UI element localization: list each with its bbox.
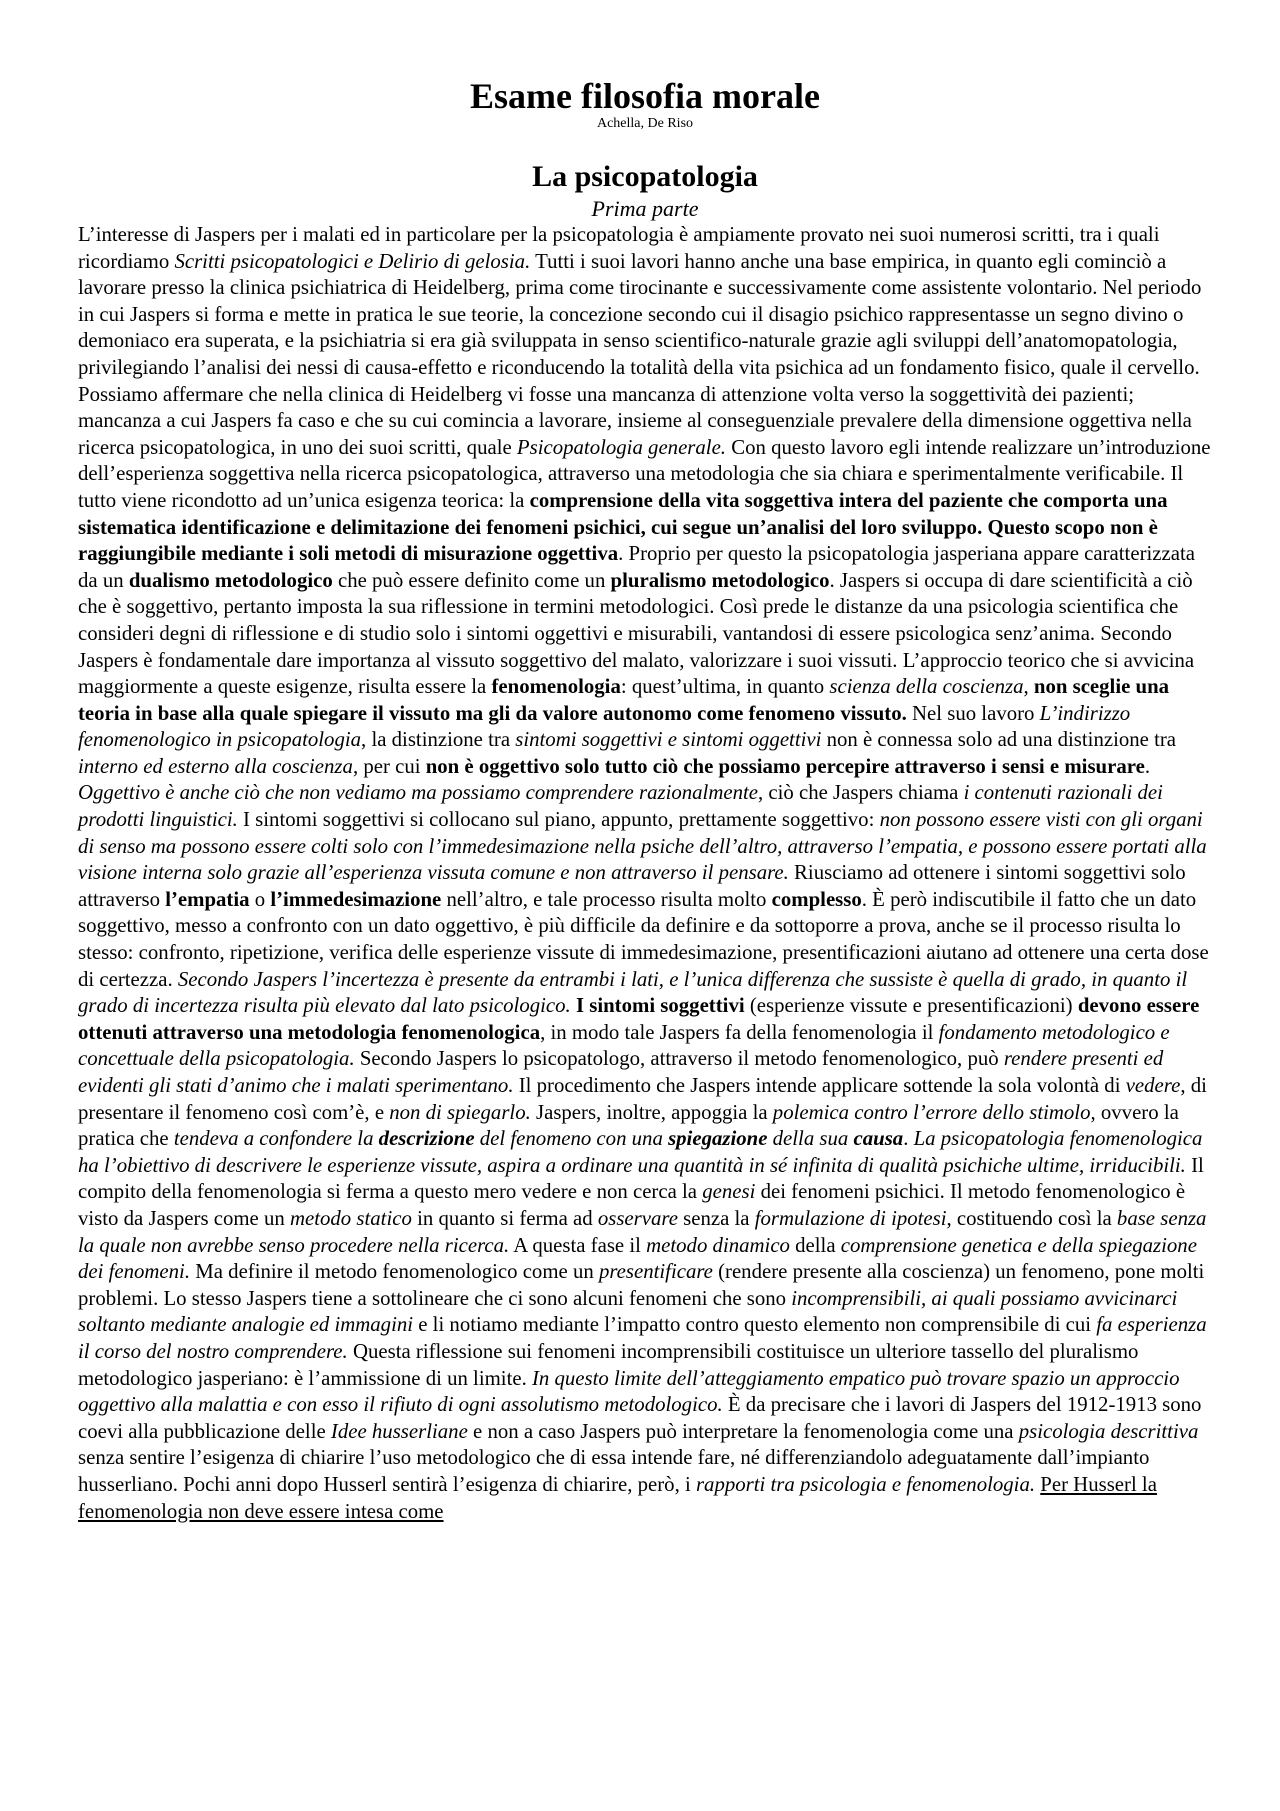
text-run: fenomenologia [491,675,621,699]
text-run: del fenomeno con una [474,1127,669,1151]
text-run: nell’altro, e tale processo risulta molto [441,887,772,911]
text-run: interno ed esterno alla coscienza [78,754,353,778]
text-run: rapporti tra psicologia e fenomenologia. [695,1472,1036,1496]
text-run: I sintomi soggettivi [575,994,745,1018]
text-run: genesi [702,1180,756,1204]
text-run: , [1023,675,1034,699]
text-run: base senza la quale non avrebbe senso procedere nella ricerca. [78,1206,1207,1257]
text-run: i contenuti razionali dei prodotti linguistici. [78,781,1163,832]
text-run: osservare [597,1206,678,1230]
text-run: Scritti psicopatologici e Delirio di gelosia. [174,249,531,273]
text-run: , la distinzione tra [361,728,516,752]
text-run: comprensione genetica e della spiegazione dei fenomeni. [78,1233,1197,1284]
text-run: A questa fase il [509,1233,647,1257]
document-title: Esame filosofia morale [470,76,820,116]
text-run: della [789,1233,841,1257]
text-run: . È però indiscutibile il fatto che un dato soggettivo, messo a confronto con un dato oggettivo, è più difficile da definire e da sottoporre a prova, anche se il processo risulta lo stesso: confronto, ripetizione, verifica delle esperienze vissute di immedesimazione, presentificazioni aiutano ad ottenere una certa dose di certezza. [78,887,1209,991]
document-authors: Achella, De Riso [596,116,694,131]
text-run: fondamento metodologico e concettuale della psicopatologia. [78,1020,1170,1071]
text-run: : quest’ultima, in quanto [620,675,830,699]
text-run: e li notiamo mediante l’impatto contro questo elemento non comprensibile di cui [413,1313,1097,1337]
text-run: vedere [1125,1074,1181,1097]
text-run: Il compito della fenomenologia si ferma a questo mero vedere e non cerca la [78,1153,1204,1204]
text-run: Per Husserl la fenomenologia non deve essere intesa come [78,1472,1157,1523]
text-run: Questa riflessione sui fenomeni incomprensibili costituisce un ulteriore tassello del pluralismo metodologico jasperiano: è l’ammissione di un limite. [78,1339,1139,1390]
text-run: scienza della coscienza [829,675,1024,699]
text-run: presentificare [598,1260,713,1284]
text-run: metodo statico [289,1206,412,1230]
text-run: formulazione di ipotesi [754,1206,947,1230]
text-run: devono essere ottenuti attraverso una metodologia fenomenologica [78,994,1200,1044]
text-run: Nel suo lavoro [906,701,1040,725]
text-run: della sua [767,1127,854,1151]
text-run: o [249,887,271,911]
text-run: . [903,1127,914,1151]
text-run: Secondo Jaspers lo psicopatologo, attraverso il metodo fenomenologico, può [354,1047,1004,1071]
text-run: non possono essere visti con gli organi di senso ma possono essere colti solo con l’immedesimazione nella psiche dell’altro, attraverso l’empatia, e possono essere portati alla visione interna solo grazie all’esperienza vissuta comune e non attraverso il pensare. [78,808,1207,885]
text-run: . Proprio per questo la psicopatologia jasperiana appare caratterizzata da un [78,542,1195,592]
text-run: senza la [677,1206,755,1230]
text-run: , di presentare il fenomeno così com’è, e [78,1074,1207,1124]
text-run: Psicopatologia generale. [516,435,727,459]
text-run: , per cui [352,754,426,778]
text-run: (rendere presente alla coscienza) un fenomeno, pone molti problemi. Lo stesso Jaspers tiene a sottolineare che ci sono alcuni fenomeni che sono [78,1260,1205,1310]
text-run: In questo limite dell’atteggiamento empatico può trovare spazio un approccio oggettivo alla malattia e con esso il rifiuto di ogni assolutismo metodologico. [78,1366,1180,1417]
text-run: dei fenomeni psichici. Il metodo fenomenologico è visto da Jaspers come un [78,1180,1186,1230]
text-run: . Jaspers si occupa di dare scientificità a ciò che è soggettivo, pertanto imposta la sua riflessione in termini metodologici. Così prede le distanze da una psicologia scientifica che consideri degni di riflessione e di studio solo i sintomi oggettivi e misurabili, vantandosi di essere psicologica senz’anima. Secondo Jaspers è fondamentale dare importanza al vissuto soggettivo del malato, valorizzare i suoi vissuti. L’approccio teorico che si avvicina maggiormente a queste esigenze, risulta essere la [78,568,1195,699]
text-run: non è connessa solo ad una distinzione tra [821,728,1177,752]
text-run: non è oggettivo solo tutto ciò che possiamo percepire attraverso i sensi e misurare [425,754,1145,778]
text-run: Tutti i suoi lavori hanno anche una base empirica, in quanto egli cominciò a lavorare presso la clinica psichiatrica di Heidelberg, prima come tirocinante e successivamente come assistente volontario. Nel periodo in cui Jaspers si forma e mette in pratica le sue teorie, la concezione secondo cui il disagio psichico rappresentasse un segno divino o demoniaco era superata, e la psichiatria si era già sviluppata in senso scientifico-naturale grazie agli sviluppi dell’anatomopatologia, privilegiando l’analisi dei nessi di causa-effetto e riconducendo la totalità della vita psichica ad un fondamento fisico, quale il cervello. Possiamo affermare che nella clinica di Heidelberg vi fosse una mancanza di attenzione volta verso la soggettività dei pazienti; mancanza a cui Jaspers fa caso e che su cui comincia a lavorare, insieme al conseguenziale prevalere della dimensione oggettiva nella ricerca psicopatologica, in uno dei suoi scritti, quale [78,249,1202,459]
text-run: È da precisare che i lavori di Jaspers del 1912-1913 sono coevi alla pubblicazione delle [78,1393,1202,1443]
text-run: , ciò che Jaspers chiama [757,781,964,805]
text-run: polemica contro l’errore dello stimolo [772,1100,1091,1124]
text-run: incomprensibili, ai quali possiamo avvicinarci soltanto mediante analogie ed immagini [78,1286,1178,1337]
text-run: dualismo metodologico [128,568,333,592]
text-run: I sintomi soggettivi si collocano sul piano, appunto, prettamente soggettivo: [237,808,880,832]
text-run: spiegazione [668,1127,768,1151]
text-run: sintomi soggettivi e sintomi oggettivi [515,728,822,752]
text-run: comprensione della vita soggettiva intera del paziente che comporta una sistematica identificazione e delimitazione dei fenomeni psichici, cui segue un’analisi del loro sviluppo. Questo scopo non è raggiungibile mediante i soli metodi di misurazione oggettiva [78,488,1168,566]
text-run: fa esperienza il corso del nostro comprendere. [78,1313,1207,1363]
text-run: e non a caso Jaspers può interpretare la fenomenologia come una [467,1419,1019,1443]
text-run: non di spiegarlo. [389,1100,531,1124]
text-run: psicologia descrittiva [1018,1419,1199,1443]
text-run: Idee husserliane [330,1419,468,1443]
text-run: che può essere definito come un [332,568,611,592]
text-run: metodo dinamico [646,1233,790,1257]
text-run: L’indirizzo fenomenologico in psicopatologia [78,701,1131,752]
text-run: tendeva a confondere la [173,1127,379,1151]
text-run: l’empatia [165,887,250,911]
text-run: (esperienze vissute e presentificazioni) [744,994,1078,1018]
text-run: La psicopatologia fenomenologica ha l’obiettivo di descrivere le esperienze vissute, aspira a ordinare una quantità in sé infinita di qualità psichiche ultime, irriducibili. [78,1127,1203,1177]
text-run: Riusciamo ad ottenere i sintomi soggettivi solo attraverso [78,861,1186,911]
text-run: Secondo Jaspers l’incertezza è presente da entrambi i lati, e l’unica differenza che sussiste è quella di grado, in quanto il grado di incertezza risulta più elevato dal lato psicologico. [78,967,1188,1018]
body-paragraph [78,222,1212,1525]
text-run: descrizione [378,1127,475,1151]
text-run: causa [853,1127,904,1151]
section-title: La psicopatologia [532,160,758,193]
text-run: Con questo lavoro egli intende realizzare un’introduzione dell’esperienza soggettiva nella ricerca psicopatologica, attraverso una metodologia che sia chiara e sperimentalmente verificabile. Il tutto viene ricondotto ad un’unica esigenza teorica: la [78,435,1211,512]
text-run: L’interesse di Jaspers per i malati ed in particolare per la psicopatologia è ampiamente provato nei suoi numerosi scritti, tra i quali ricordiamo [78,223,1160,273]
document-page [78,76,1212,1525]
text-run: complesso [771,887,862,911]
text-run: Jaspers, inoltre, appoggia la [530,1100,773,1124]
text-run: senza sentire l’esigenza di chiarire l’uso metodologico che di essa intende fare, né differenziandolo adeguatamente dall’impianto husserliano. Pochi anni dopo Husserl sentirà l’esigenza di chiarire, però, i [78,1446,1150,1496]
text-run: , in modo tale Jaspers fa della fenomenologia il [540,1020,939,1044]
section-subtitle: Prima parte [591,196,699,221]
text-run: Ma definire il metodo fenomenologico come un [190,1260,599,1284]
text-run: Oggettivo è anche ciò che non vediamo ma possiamo comprendere razionalmente [78,781,758,805]
text-run: , costituendo così la [946,1206,1117,1230]
text-run: pluralismo metodologico [610,568,830,592]
text-run: Il procedimento che Jaspers intende applicare sottende la sola volontà di [513,1074,1126,1097]
text-run: . [1144,754,1151,778]
text-run: in quanto si ferma ad [411,1206,598,1230]
text-run: non sceglie una teoria in base alla quale spiegare il vissuto ma gli da valore autonomo come fenomeno vissuto. [78,675,1170,725]
text-run: , ovvero la pratica che [78,1100,1179,1151]
text-run: rendere presenti ed evidenti gli stati d’animo che i malati sperimentano. [78,1047,1164,1097]
text-run: l’immedesimazione [270,887,442,911]
